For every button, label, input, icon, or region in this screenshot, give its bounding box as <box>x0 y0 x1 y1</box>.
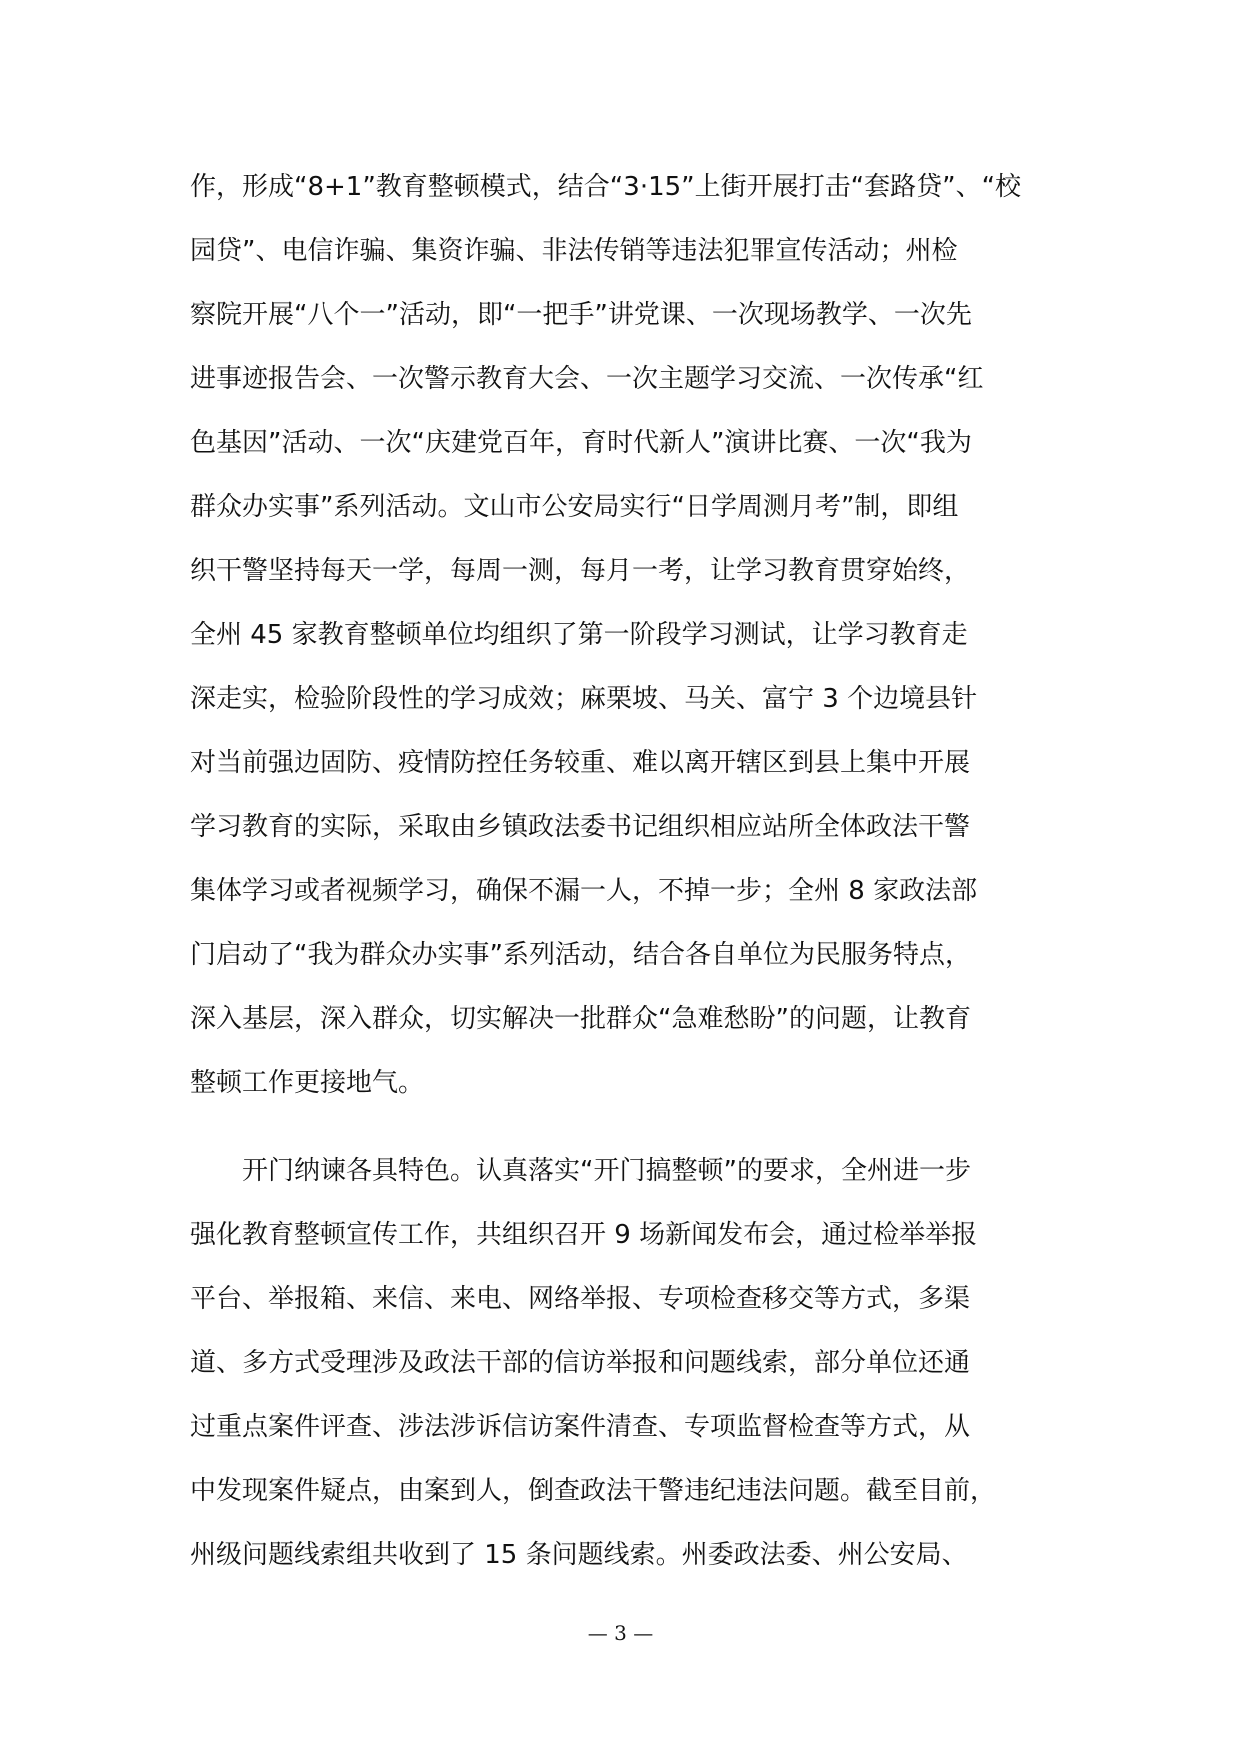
text-line: 平台、举报箱、来信、来电、网络举报、专项检查移交等方式，多渠 <box>190 1284 971 1314</box>
body-text <box>190 155 1070 1587</box>
text-line: 作，形成“8+1”教育整顿模式，结合“3·15”上街开展打击“套路贷”、“校 <box>190 172 1022 202</box>
text-line: 群众办实事”系列活动。文山市公安局实行“日学周测月考”制，即组 <box>190 492 959 522</box>
text-line: 强化教育整顿宣传工作，共组织召开 9 场新闻发布会，通过检举举报 <box>190 1220 978 1250</box>
text-line: 察院开展“八个一”活动，即“一把手”讲党课、一次现场教学、一次先 <box>190 300 972 330</box>
text-line: 州级问题线索组共收到了 15 条问题线索。州委政法委、州公安局、 <box>190 1540 968 1570</box>
paragraph-gap <box>190 1115 1070 1139</box>
text-line: 整顿工作更接地气。 <box>190 1068 425 1098</box>
text-line: 进事迹报告会、一次警示教育大会、一次主题学习交流、一次传承“红 <box>190 364 984 394</box>
text-line: 色基因”活动、一次“庆建党百年，育时代新人”演讲比赛、一次“我为 <box>190 428 972 458</box>
page-number: — 3 — <box>587 1621 654 1645</box>
text-line: 织干警坚持每天一学，每周一测，每月一考，让学习教育贯穿始终， <box>190 556 971 586</box>
text-line: 深走实，检验阶段性的学习成效；麻栗坡、马关、富宁 3 个边境县针 <box>190 684 978 714</box>
text-line: 过重点案件评查、涉法涉诉信访案件清查、专项监督检查等方式，从 <box>190 1412 971 1442</box>
text-line: 道、多方式受理涉及政法干部的信访举报和问题线索，部分单位还通 <box>190 1348 971 1378</box>
paragraph <box>190 155 1070 1115</box>
text-line: 学习教育的实际，采取由乡镇政法委书记组织相应站所全体政法干警 <box>190 812 971 842</box>
text-line: 园贷”、电信诈骗、集资诈骗、非法传销等违法犯罪宣传活动；州检 <box>190 236 958 266</box>
text-line: 门启动了“我为群众办实事”系列活动，结合各自单位为民服务特点， <box>190 940 971 970</box>
text-line: 对当前强边固防、疫情防控任务较重、难以离开辖区到县上集中开展 <box>190 748 971 778</box>
text-line: 全州 45 家教育整顿单位均组织了第一阶段学习测试，让学习教育走 <box>190 620 968 650</box>
text-line: 集体学习或者视频学习，确保不漏一人，不掉一步；全州 8 家政法部 <box>190 876 978 906</box>
paragraph <box>190 1139 1070 1587</box>
text-line: 深入基层，深入群众，切实解决一批群众“急难愁盼”的问题，让教育 <box>190 1004 971 1034</box>
text-line: 中发现案件疑点，由案到人，倒查政法干警违纪违法问题。截至目前， <box>190 1476 997 1506</box>
text-line: 开门纳谏各具特色。认真落实“开门搞整顿”的要求，全州进一步 <box>242 1156 971 1186</box>
